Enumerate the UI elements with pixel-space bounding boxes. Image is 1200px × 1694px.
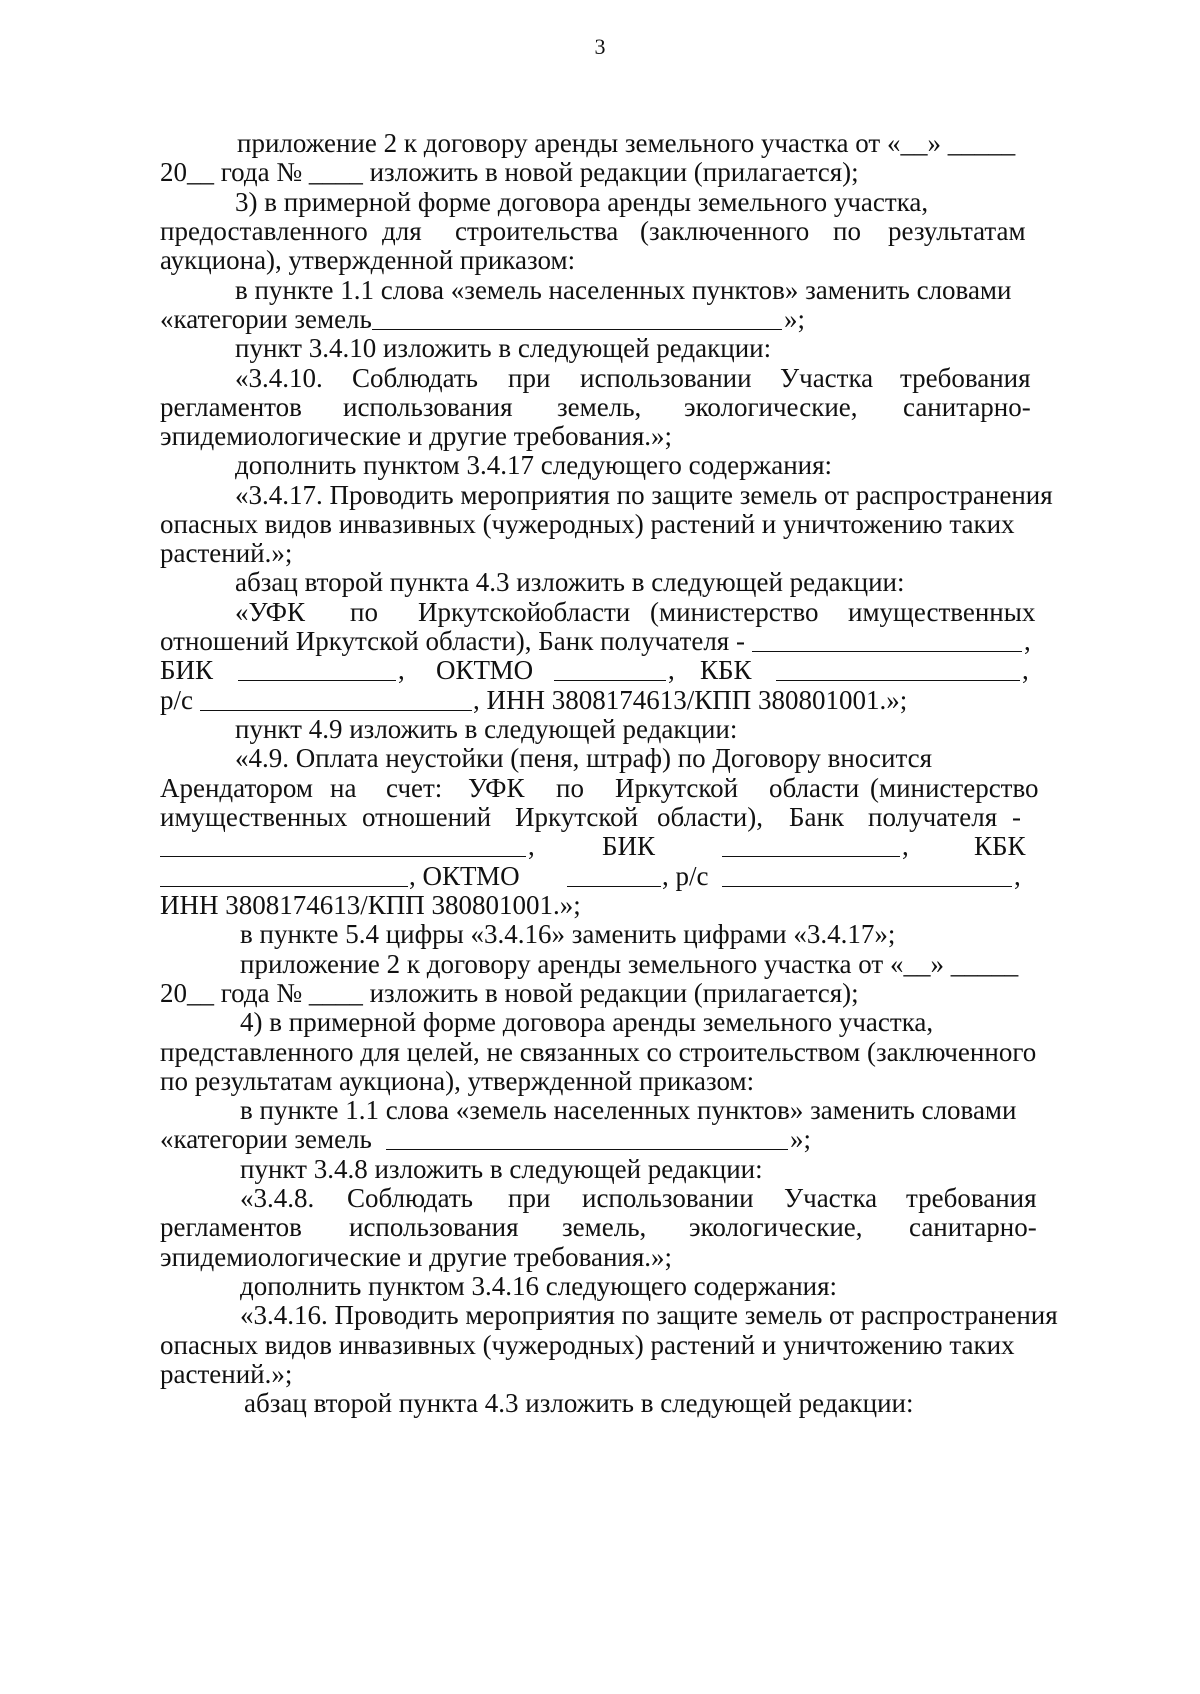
text-segment: Банк — [789, 802, 845, 832]
text-segment: санитарно- — [909, 1212, 1037, 1242]
text-segment: Соблюдать — [352, 363, 478, 393]
text-segment: (министерство — [870, 773, 1039, 803]
text-line — [0, 1122, 1200, 1156]
text-segment: «УФК — [235, 597, 305, 627]
text-segment: р/с — [160, 685, 193, 715]
text-segment: области — [769, 773, 860, 803]
text-segment: на — [330, 773, 357, 803]
text-segment: использовании — [582, 1183, 754, 1213]
text-segment: по — [350, 597, 378, 627]
text-line — [0, 155, 1200, 189]
text-segment: в пункте 5.4 цифры «3.4.16» заменить цифрами «3.4.17»; — [240, 919, 896, 949]
text-line — [0, 448, 1200, 482]
text-segment: имущественных — [160, 802, 348, 832]
text-segment: пункт 3.4.8 изложить в следующей редакции: — [240, 1154, 763, 1184]
text-segment: при — [508, 363, 551, 393]
text-segment: , — [902, 831, 909, 861]
text-segment: 20__ года № ____ изложить в новой редакции (прилагается); — [160, 978, 859, 1008]
text-segment: по — [556, 773, 584, 803]
text-segment: отношений Иркутской области), Банк получателя - — [160, 626, 745, 656]
text-segment: для — [382, 216, 422, 246]
fill-in-blank — [722, 862, 1012, 887]
text-segment: Соблюдать — [347, 1183, 473, 1213]
text-segment: приложение 2 к договору аренды земельного участка от «__» _____ — [237, 128, 1016, 158]
text-segment: результатам — [888, 216, 1026, 246]
text-segment: «3.4.8. — [240, 1183, 315, 1213]
text-segment: в пункте 1.1 слова «земель населенных пунктов» заменить словами — [235, 275, 1012, 305]
text-segment: Иркутской — [615, 773, 739, 803]
fill-in-blank — [567, 862, 661, 887]
text-segment: - — [1012, 802, 1021, 832]
text-line — [0, 1210, 1200, 1244]
text-line — [0, 565, 1200, 599]
text-segment: экологические, — [684, 392, 858, 422]
text-line — [0, 741, 1200, 775]
text-segment: «категории земель — [160, 304, 372, 334]
text-line — [0, 331, 1200, 365]
fill-in-blank — [752, 627, 1022, 652]
text-segment: ИНН 3808174613/КПП 380801001.»; — [160, 890, 581, 920]
text-segment: , ИНН 3808174613/КПП 380801001.»; — [473, 685, 908, 715]
text-segment: «3.4.17. Проводить мероприятия по защите земель от распространения — [235, 480, 1053, 510]
text-segment: , — [1022, 655, 1029, 685]
text-segment: (министерство — [650, 597, 819, 627]
text-line — [0, 1298, 1200, 1332]
text-segment: использования — [349, 1212, 519, 1242]
text-segment: строительства — [455, 216, 619, 246]
text-segment: , — [1024, 626, 1031, 656]
text-segment: требования — [900, 363, 1031, 393]
fill-in-blank — [372, 305, 782, 330]
fill-in-blank — [776, 656, 1020, 681]
text-segment: «4.9. Оплата неустойки (пеня, штраф) по Договору вносится — [235, 743, 933, 773]
text-segment: представленного для целей, не связанных со строительством (заключенного — [160, 1037, 1037, 1067]
text-segment: опасных видов инвазивных (чужеродных) растений и уничтожению таких — [160, 509, 1015, 539]
text-segment: растений.»; — [160, 538, 293, 568]
text-segment: эпидемиологические и другие требования.»; — [160, 1242, 673, 1272]
text-segment: КБК — [974, 831, 1026, 861]
text-segment: использовании — [580, 363, 752, 393]
text-line — [0, 1386, 1200, 1420]
text-segment: , — [528, 831, 535, 861]
text-line — [0, 653, 1200, 687]
text-segment: области — [540, 597, 631, 627]
text-segment: 20__ года № ____ изложить в новой редакции (прилагается); — [160, 157, 859, 187]
text-segment: приложение 2 к договору аренды земельного участка от «__» _____ — [240, 949, 1019, 979]
text-segment: , р/с — [662, 861, 709, 891]
text-segment: регламентов — [160, 392, 302, 422]
text-segment: эпидемиологические и другие требования.»; — [160, 421, 673, 451]
text-segment: области), — [657, 802, 763, 832]
text-segment: »; — [784, 304, 806, 334]
text-segment: по результатам аукциона), утвержденной приказом: — [160, 1066, 755, 1096]
text-segment: в пункте 1.1 слова «земель населенных пунктов» заменить словами — [240, 1095, 1017, 1125]
text-segment: Участка — [780, 363, 874, 393]
page-number: 3 — [594, 34, 606, 59]
fill-in-blank — [160, 832, 526, 857]
text-segment: «категории земель — [160, 1124, 372, 1154]
text-segment: опасных видов инвазивных (чужеродных) растений и уничтожению таких — [160, 1330, 1015, 1360]
text-segment: (заключенного — [640, 216, 810, 246]
text-segment: ОКТМО — [436, 655, 534, 685]
text-segment: аукциона), утвержденной приказом: — [160, 245, 576, 275]
text-segment: Участка — [784, 1183, 878, 1213]
text-segment: Иркутской — [418, 597, 542, 627]
text-segment: 3) в примерной форме договора аренды земельного участка, — [235, 187, 929, 217]
text-segment: »; — [790, 1124, 812, 1154]
text-segment: дополнить пунктом 3.4.17 следующего содержания: — [235, 450, 833, 480]
text-line — [0, 1005, 1200, 1039]
text-segment: земель, — [562, 1212, 647, 1242]
text-segment: абзац второй пункта 4.3 изложить в следующей редакции: — [244, 1388, 914, 1418]
text-segment: санитарно- — [903, 392, 1031, 422]
text-segment: при — [508, 1183, 551, 1213]
fill-in-blank — [722, 832, 900, 857]
text-segment: получателя — [868, 802, 998, 832]
text-segment: БИК — [160, 655, 214, 685]
text-line — [0, 243, 1200, 277]
text-segment: , — [398, 655, 405, 685]
text-segment: УФК — [468, 773, 525, 803]
text-segment: экологические, — [689, 1212, 863, 1242]
text-segment: Арендатором — [160, 773, 313, 803]
fill-in-blank — [200, 686, 472, 711]
text-segment: счет: — [386, 773, 443, 803]
text-segment: , — [1014, 861, 1021, 891]
text-segment: отношений — [362, 802, 492, 832]
text-segment: «3.4.10. — [235, 363, 323, 393]
fill-in-blank — [160, 862, 408, 887]
text-segment: абзац второй пункта 4.3 изложить в следующей редакции: — [235, 567, 905, 597]
text-line — [0, 917, 1200, 951]
text-segment: 4) в примерной форме договора аренды земельного участка, — [240, 1007, 934, 1037]
text-segment: , — [668, 655, 675, 685]
text-line — [0, 829, 1200, 863]
text-segment: по — [833, 216, 861, 246]
text-segment: земель, — [557, 392, 642, 422]
text-segment: имущественных — [848, 597, 1036, 627]
fill-in-blank — [554, 656, 666, 681]
fill-in-blank — [238, 656, 396, 681]
text-segment: использования — [343, 392, 513, 422]
text-segment: требования — [906, 1183, 1037, 1213]
text-segment: предоставленного — [160, 216, 368, 246]
text-segment: , ОКТМО — [409, 861, 520, 891]
fill-in-blank — [386, 1125, 788, 1150]
text-segment: «3.4.16. Проводить мероприятия по защите земель от распространения — [240, 1300, 1058, 1330]
text-segment: пункт 4.9 изложить в следующей редакции: — [235, 714, 738, 744]
text-segment: пункт 3.4.10 изложить в следующей редакции: — [235, 333, 772, 363]
text-segment: растений.»; — [160, 1359, 293, 1389]
text-segment: Иркутской — [515, 802, 639, 832]
text-segment: БИК — [602, 831, 656, 861]
text-segment: регламентов — [160, 1212, 302, 1242]
text-segment: КБК — [700, 655, 752, 685]
text-segment: дополнить пунктом 3.4.16 следующего содержания: — [240, 1271, 838, 1301]
